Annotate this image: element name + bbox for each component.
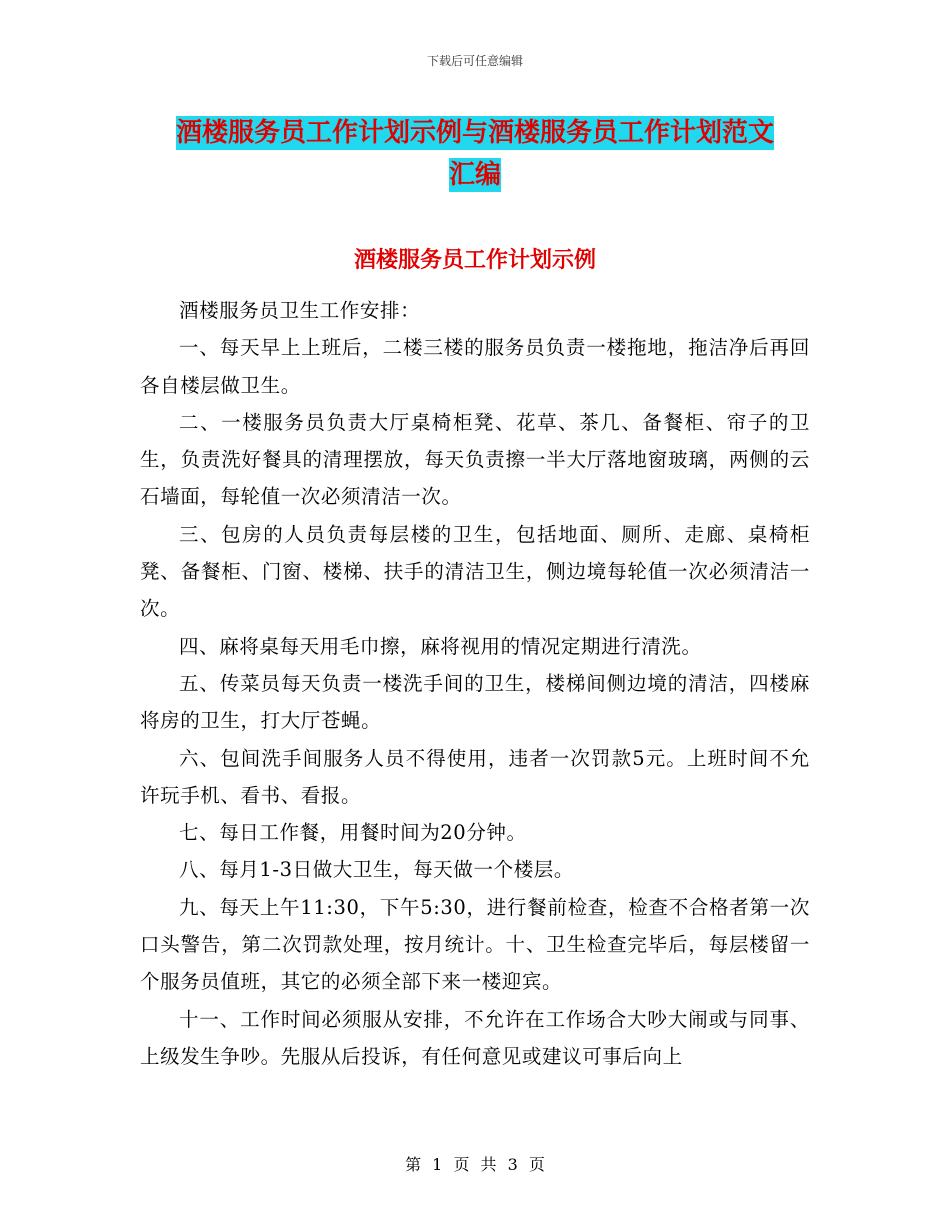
document-title	[140, 112, 810, 196]
section-heading: 酒楼服务员工作计划示例	[353, 248, 596, 273]
paragraph: 六、包间洗手间服务人员不得使用，违者一次罚款5元。上班时间不允许玩手机、看书、看报。	[140, 746, 810, 807]
paragraph: 二、一楼服务员负责大厅桌椅柜凳、花草、茶几、备餐柜、帘子的卫生，负责洗好餐具的清理摆放，每天负责擦一半大厅落地窗玻璃，两侧的云石墙面，每轮值一次必须清洁一次。	[140, 410, 810, 509]
paragraph: 四、麻将桌每天用毛巾擦，麻将视用的情况定期进行清洗。	[179, 634, 702, 658]
paragraph: 八、每月1-3日做大卫生，每天做一个楼层。	[179, 858, 575, 882]
paragraph: 酒楼服务员卫生工作安排：	[179, 299, 421, 322]
document-title-line-1: 酒楼服务员工作计划示例与酒楼服务员工作计划范文	[175, 118, 774, 148]
document-body	[140, 292, 810, 1075]
page-indicator: 第 1 页 共 3 页	[405, 1155, 545, 1174]
paragraph: 九、每天上午11:30，下午5:30，进行餐前检查，检查不合格者第一次口头警告，第二次罚款处理，按月统计。十、卫生检查完毕后，每层楼留一个服务员值班，其它的必须全部下来一楼迎宾。	[140, 895, 810, 994]
document-title-line-2: 汇编	[448, 160, 501, 190]
paragraph: 三、包房的人员负责每层楼的卫生，包括地面、厕所、走廊、桌椅柜凳、备餐柜、门窗、楼梯、扶手的清洁卫生，侧边境每轮值一次必须清洁一次。	[140, 522, 810, 621]
paragraph: 五、传菜员每天负责一楼洗手间的卫生，楼梯间侧边境的清洁，四楼麻将房的卫生，打大厅苍蝇。	[140, 671, 810, 733]
paragraph: 十一、工作时间必须服从安排，不允许在工作场合大吵大闹或与同事、上级发生争吵。先服从后投诉，有任何意见或建议可事后向上	[140, 1007, 810, 1068]
paragraph: 一、每天早上上班后，二楼三楼的服务员负责一楼拖地，拖洁净后再回各自楼层做卫生。	[140, 336, 810, 397]
header-note: 下载后可任意编辑	[426, 54, 523, 68]
paragraph: 七、每日工作餐，用餐时间为20分钟。	[179, 821, 527, 845]
